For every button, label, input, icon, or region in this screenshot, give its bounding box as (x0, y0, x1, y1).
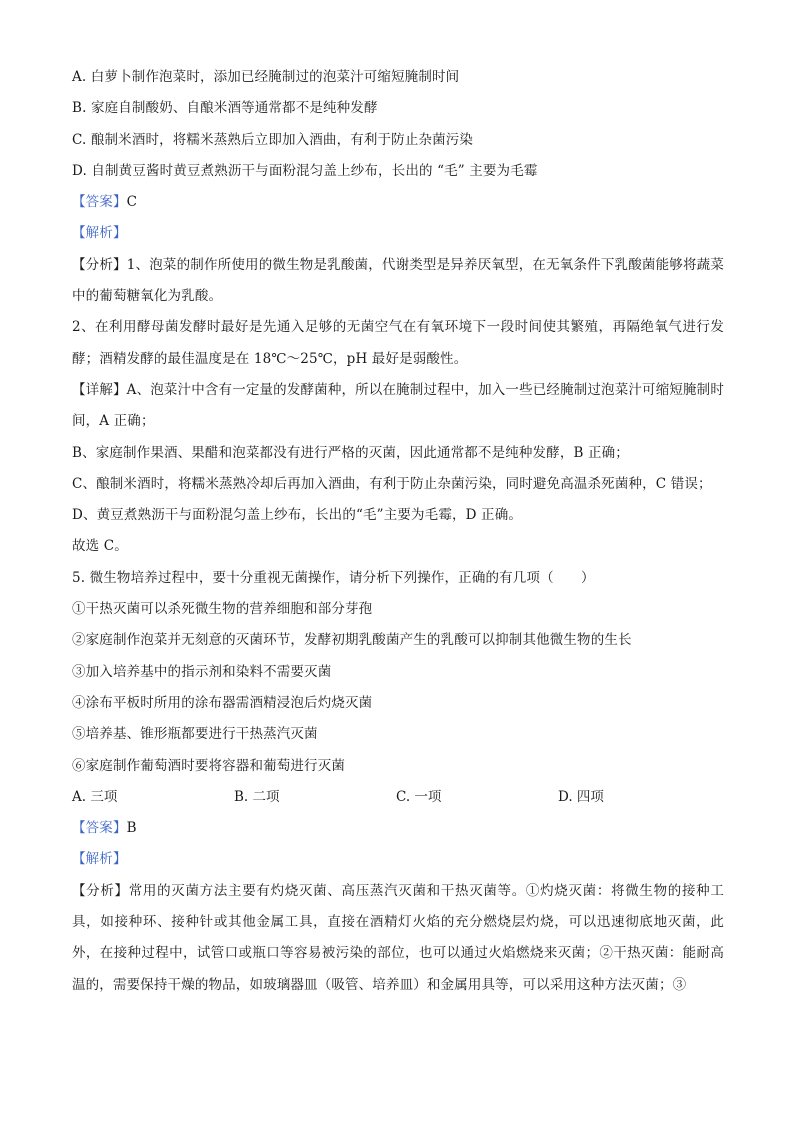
q4-option-d: D. 自制黄豆酱时黄豆煮熟沥干与面粉混匀盖上纱布，长出的 “毛” 主要为毛霉 (72, 162, 538, 179)
fenxi-text: 1、泡菜的制作所使用的微生物是乳酸菌，代谢类型是异养厌氧型，在无氧条件下乳酸菌能够将蔬菜中的葡萄糖氧化为乳酸。 (72, 256, 724, 305)
analysis-tag: 【解析】 (72, 851, 127, 868)
q4-fenxi-paragraph (72, 250, 724, 313)
q5-option-b: B. 二项 (234, 788, 280, 805)
q5-item-4: ④涂布平板时所用的涂布器需酒精浸泡后灼烧灭菌 (72, 694, 373, 711)
xiangjie-tag: 【详解】 (72, 381, 127, 398)
q5-analysis-heading (72, 844, 724, 875)
q5-item-3: ③加入培养基中的指示剂和染料不需要灭菌 (72, 663, 332, 680)
q4-xiangjie-d: D、黄豆煮熟沥干与面粉混匀盖上纱布，长出的“毛”主要为毛霉，D 正确。 (72, 507, 522, 524)
q5-option-d: D. 四项 (558, 788, 604, 805)
answer-tag: 【答案】 (72, 194, 127, 211)
answer-tag: 【答案】 (72, 820, 127, 837)
q4-analysis-heading (72, 218, 724, 249)
q4-xiangjie-a (72, 375, 724, 438)
q5-item-6: ⑥家庭制作葡萄酒时要将容器和葡萄进行灭菌 (72, 757, 345, 774)
q5-item-1: ①干热灭菌可以杀死微生物的营养细胞和部分芽孢 (72, 601, 373, 618)
q4-xiangjie-c: C、酿制米酒时，将糯米蒸熟冷却后再加入酒曲，有利于防止杂菌污染，同时避免高温杀死菌种，C 错误； (72, 475, 712, 492)
q4-xiangjie-b: B、家庭制作果酒、果醋和泡菜都没有进行严格的灭菌，因此通常都不是纯种发酵，B 正确； (72, 444, 629, 461)
q5-option-a: A. 三项 (72, 788, 118, 805)
xiangjie-a-text: A、泡菜汁中含有一定量的发酵菌种，所以在腌制过程中，加入一些已经腌制过泡菜汁可缩短腌制时间，A 正确； (72, 381, 724, 430)
document-page (72, 62, 724, 1001)
fenxi-text: 常用的灭菌方法主要有灼烧灭菌、高压蒸汽灭菌和干热灭菌等。①灼烧灭菌：将微生物的接种工具，如接种环、接种针或其他金属工具，直接在酒精灯火焰的充分燃烧层灼烧，可以迅速彻底地灭菌，此外，在接种过程中，试管口或瓶口等容易被污染的部位，也可以通过火焰燃烧来灭菌；②干热灭菌：能耐高温的，需要保持干燥的物品，如玻璃器皿（吸管、培养皿）和金属用具等，可以采用这种方法灭菌；③ (72, 882, 724, 993)
answer-value: B (126, 820, 137, 837)
q4-conclusion: 故选 C。 (72, 538, 128, 555)
q4-option-a: A. 白萝卜制作泡菜时，添加已经腌制过的泡菜汁可缩短腌制时间 (72, 69, 460, 85)
fenxi-tag: 【分析】 (72, 882, 129, 899)
q5-answer (72, 813, 724, 844)
q5-options (72, 782, 724, 813)
analysis-tag: 【解析】 (72, 225, 127, 242)
answer-value: C (126, 194, 138, 211)
q4-answer (72, 187, 724, 218)
fenxi-tag: 【分析】 (72, 256, 127, 273)
q4-option-c: C. 酿制米酒时，将糯米蒸熟后立即加入酒曲，有利于防止杂菌污染 (72, 131, 474, 148)
q4-option-b: B. 家庭自制酸奶、自酿米酒等通常都不是纯种发酵 (72, 100, 378, 117)
q5-option-c: C. 一项 (396, 788, 442, 805)
q5-stem: 5. 微生物培养过程中，要十分重视无菌操作，请分析下列操作，正确的有几项（ ） (72, 569, 595, 586)
q5-item-5: ⑤培养基、锥形瓶都要进行干热蒸汽灭菌 (72, 726, 318, 743)
q4-fenxi-paragraph-2: 2、在利用酵母菌发酵时最好是先通入足够的无菌空气在有氧环境下一段时间使其繁殖，再隔绝氧气进行发酵；酒精发酵的最佳温度是在 18℃～25℃，pH 最好是弱酸性。 (72, 319, 724, 367)
q5-item-2: ②家庭制作泡菜并无刻意的灭菌环节，发酵初期乳酸菌产生的乳酸可以抑制其他微生物的生长 (72, 632, 632, 649)
q5-fenxi-paragraph (72, 876, 724, 1001)
